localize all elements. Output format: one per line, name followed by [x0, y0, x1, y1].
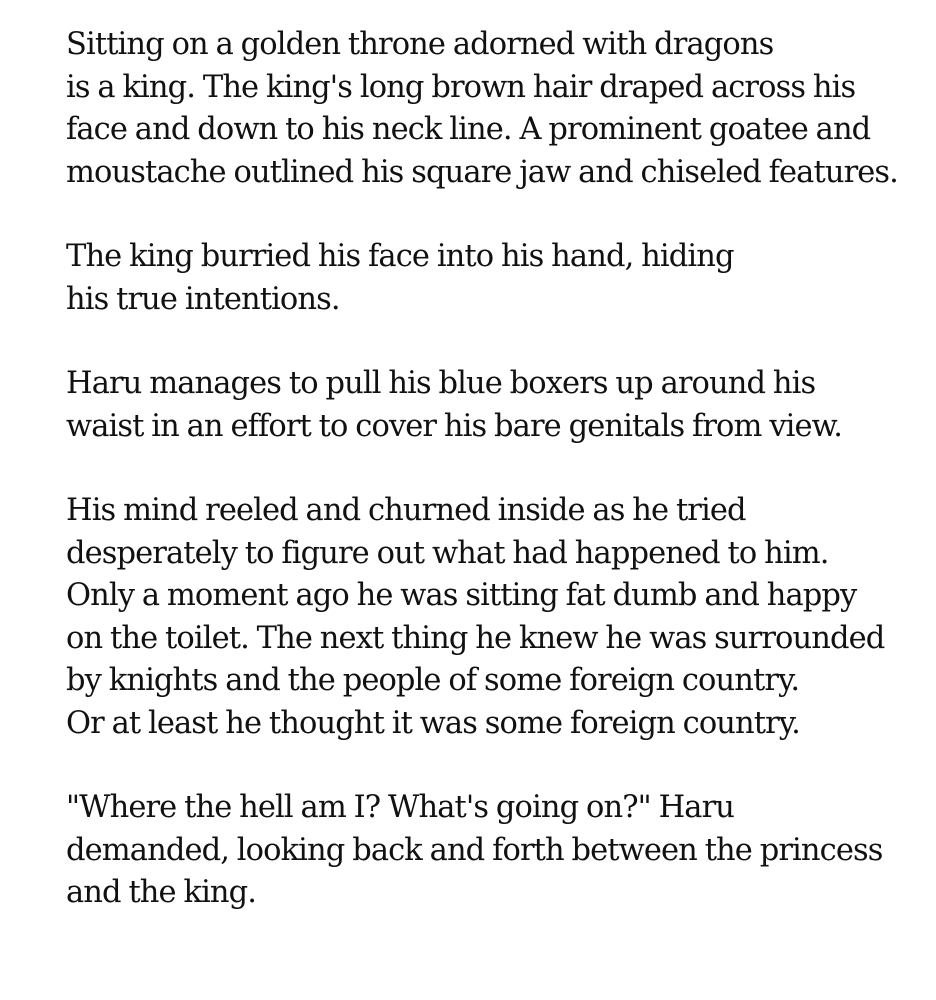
- paragraph-throne-king: [66, 24, 926, 194]
- text-line: face and down to his neck line. A prominent goatee and: [66, 112, 871, 147]
- paragraph-king-hides-face: [66, 236, 926, 321]
- text-line: Only a moment ago he was sitting fat dumb and happy: [66, 578, 857, 613]
- text-line: by knights and the people of some foreign country.: [66, 663, 800, 698]
- text-line: is a king. The king's long brown hair draped across his: [66, 69, 856, 105]
- text-line: Sitting on a golden throne adorned with dragons: [66, 27, 774, 62]
- text-line: "Where the hell am I? What's going on?" Haru: [66, 790, 734, 825]
- text-line: waist in an effort to cover his bare genitals from view.: [66, 408, 843, 444]
- text-line: Haru manages to pull his blue boxers up around his: [66, 366, 816, 401]
- text-line: Or at least he thought it was some foreign country.: [66, 705, 800, 741]
- text-line: and the king.: [66, 875, 257, 910]
- text-line: moustache outlined his square jaw and chiseled features.: [66, 154, 898, 190]
- text-line: The king burried his face into his hand, hiding: [66, 239, 734, 274]
- paragraph-haru-boxers: [66, 363, 926, 448]
- paragraph-haru-dialogue: [66, 787, 926, 915]
- text-line: His mind reeled and churned inside as he tried: [66, 493, 746, 528]
- paragraph-haru-mind-reeled: [66, 490, 926, 745]
- text-line: on the toilet. The next thing he knew he was surrounded: [66, 620, 885, 656]
- text-line: his true intentions.: [66, 281, 340, 317]
- story-text-page: [66, 24, 926, 957]
- text-line: demanded, looking back and forth between the princess: [66, 832, 883, 868]
- text-line: desperately to figure out what had happened to him.: [66, 535, 829, 571]
